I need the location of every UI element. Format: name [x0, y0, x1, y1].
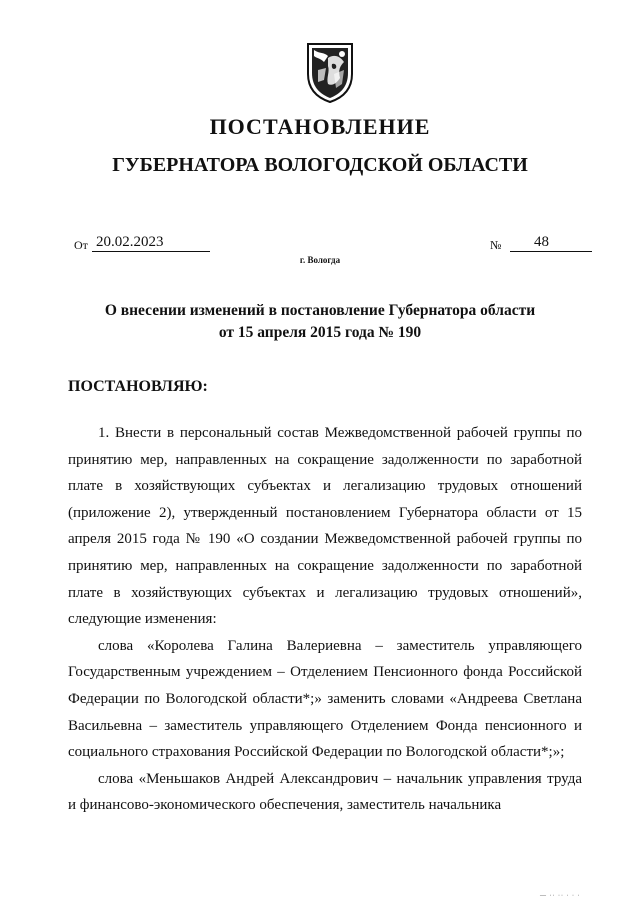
number-value: 48	[510, 234, 592, 252]
body-paragraph: слова «Королева Галина Валериевна – заместитель управляющего Государственным учреждением – Отделением Пенсионного фонда Российской Федерации по Вологодской области*;» заменить словами «Андреева Светлана Васильевна – заместитель управляющего Отделением Фонда пенсионного и социального страхования Российской Федерации по Вологодской области*;»;	[68, 637, 582, 761]
date-value: 20.02.2023	[92, 234, 210, 252]
coat-of-arms-icon	[304, 40, 356, 104]
city-label: г. Вологда	[299, 255, 341, 265]
body-paragraph: 1. Внести в персональный состав Межведомственной рабочей группы по принятию мер, направленных на сокращение задолженности по заработной плате в хозяйствующих субъектах и легализацию трудовых отношений (приложение 2), утвержденный постановлением Губернатора области от 15 апреля 2015 года № 190 «О создании Межведомственной рабочей группы по принятию мер, направленных на сокращение задолженности по заработной плате в хозяйствующих субъектах и легализацию трудовых отношений», следующие изменения:	[68, 425, 582, 628]
date-label: От	[74, 238, 88, 252]
document-subject	[90, 300, 550, 344]
document-issuer: ГУБЕРНАТОРА ВОЛОГОДСКОЙ ОБЛАСТИ	[112, 154, 528, 176]
number-label: №	[490, 238, 502, 252]
subject-line-2: от 15 апреля 2015 года № 190	[218, 324, 422, 341]
subject-line-1: О внесении изменений в постановление Губернатора области	[104, 302, 536, 319]
body-paragraph: слова «Меньшаков Андрей Александрович – начальник управления труда и финансово-экономического обеспечения, заместитель начальника	[68, 770, 582, 814]
decree-word: ПОСТАНОВЛЯЮ:	[68, 378, 208, 395]
footer-mark: — ·· ·· · · ·	[540, 893, 581, 899]
document-body	[68, 420, 582, 819]
document-title: ПОСТАНОВЛЕНИЕ	[209, 114, 431, 139]
